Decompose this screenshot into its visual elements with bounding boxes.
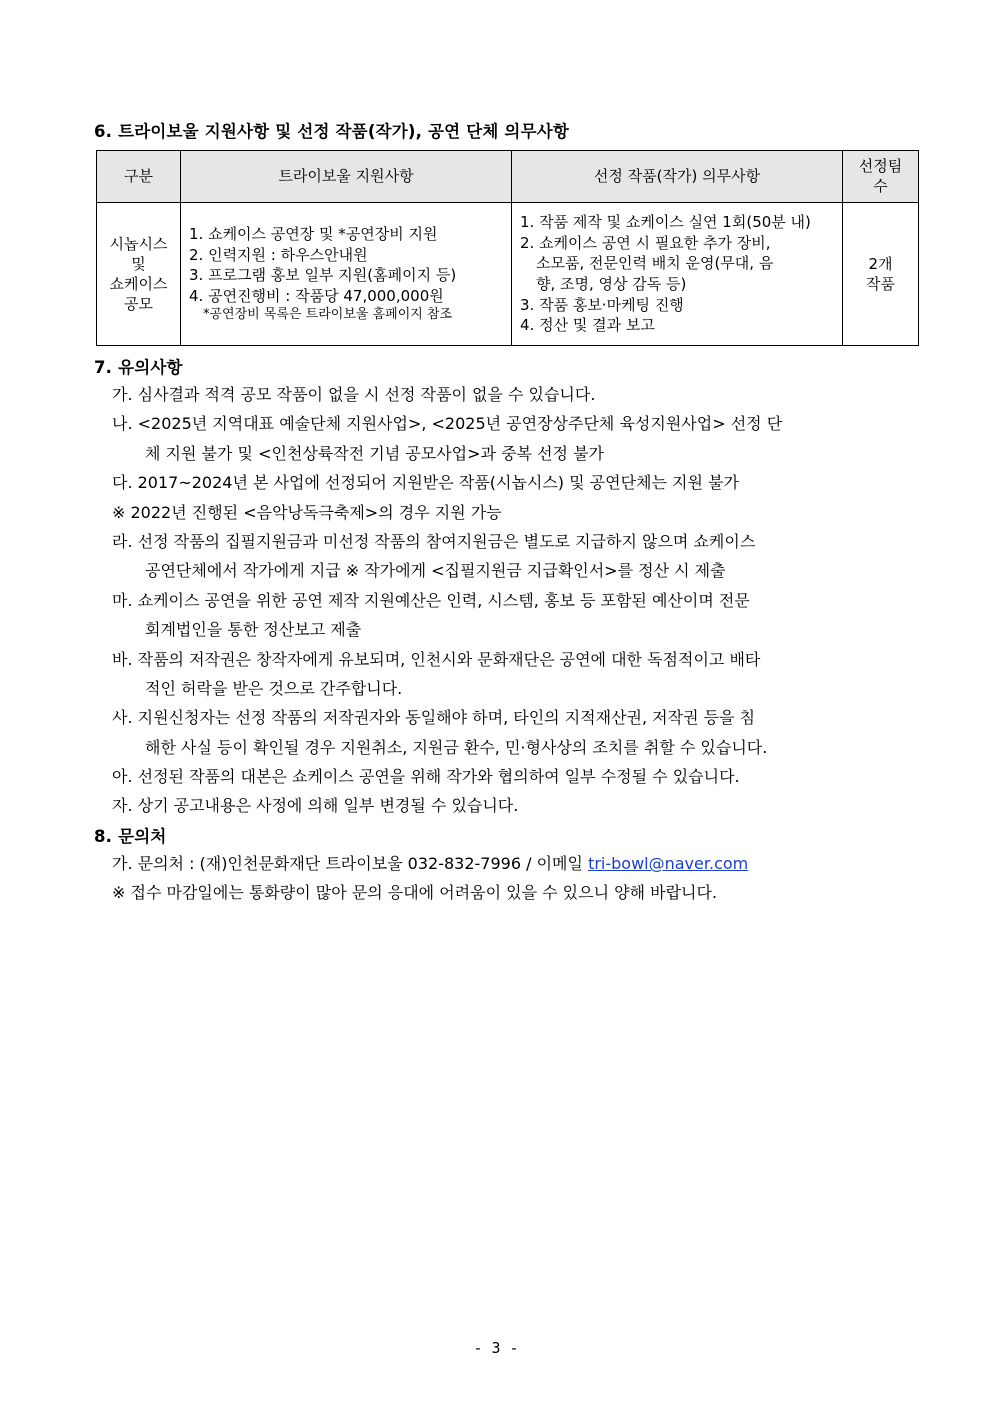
notice-item: 다. 2017~2024년 본 사업에 선정되어 지원받은 작품(시놉시스) 및 공연단체는 지원 불가	[112, 473, 739, 493]
notice-item-continued: 해한 사실 등이 확인될 경우 지원취소, 지원금 환수, 민·형사상의 조치를 취할 수 있습니다.	[145, 737, 768, 757]
page-number: - 3 -	[473, 1339, 519, 1357]
table-header-row	[97, 151, 919, 203]
notice-item: 라. 선정 작품의 집필지원금과 미선정 작품의 참여지원금은 별도로 지급하지 않으며 쇼케이스	[112, 531, 756, 551]
section-6-title: 6. 트라이보울 지원사항 및 선정 작품(작가), 공연 단체 의무사항	[94, 122, 569, 141]
support-item: 3. 프로그램 홍보 일부 지원(홈페이지 등)	[189, 266, 457, 285]
duty-item-continued: 소모품, 전문인력 배치 운영(무대, 음	[536, 254, 774, 273]
support-table	[96, 150, 919, 346]
header-category: 구분	[97, 151, 181, 203]
notice-item: 나. <2025년 지역대표 예술단체 지원사업>, <2025년 공연장상주단체 육성지원사업> 선정 단	[112, 414, 783, 434]
notice-remark: ※ 2022년 진행된 <음악낭독극축제>의 경우 지원 가능	[112, 502, 502, 522]
support-item: 1. 쇼케이스 공연장 및 *공연장비 지원	[189, 225, 438, 243]
notice-item: 아. 선정된 작품의 대본은 쇼케이스 공연을 위해 작가와 협의하여 일부 수정될 수 있습니다.	[112, 767, 740, 787]
header-support: 트라이보울 지원사항	[181, 151, 512, 203]
email-link[interactable]: tri-bowl@naver.com	[588, 854, 749, 873]
section-8-title: 8. 문의처	[94, 827, 167, 846]
contact-text: 가. 문의처 : (재)인천문화재단 트라이보울 032-832-7996 / 이메일	[112, 854, 589, 873]
notice-item: 마. 쇼케이스 공연을 위한 공연 제작 지원예산은 인력, 시스템, 홍보 등 포함된 예산이며 전문	[112, 590, 750, 610]
support-item: 4. 공연진행비 : 작품당 47,000,000원	[189, 286, 444, 305]
header-duties: 선정 작품(작가) 의무사항	[512, 151, 843, 203]
duty-items-cell	[512, 203, 843, 346]
duty-item: 4. 정산 및 결과 보고	[520, 316, 655, 335]
notice-item: 사. 지원신청자는 선정 작품의 저작권자와 동일해야 하며, 타인의 지적재산권, 저작권 등을 침	[112, 708, 756, 728]
row-category: 시놉시스 및 쇼케이스 공모	[97, 203, 181, 346]
notice-item: 바. 작품의 저작권은 창작자에게 유보되며, 인천시와 문화재단은 공연에 대한 독점적이고 배타	[112, 649, 761, 669]
table-row	[97, 203, 919, 346]
notice-item: 가. 심사결과 적격 공모 작품이 없을 시 선정 작품이 없을 수 있습니다.	[112, 385, 596, 404]
support-items-cell	[181, 203, 512, 346]
notice-item-continued: 체 지원 불가 및 <인천상륙작전 기념 공모사업>과 중복 선정 불가	[145, 443, 604, 463]
contact-block	[112, 849, 902, 908]
contact-notice: ※ 접수 마감일에는 통화량이 많아 문의 응대에 어려움이 있을 수 있으니 양해 바랍니다.	[112, 883, 718, 903]
notice-list	[112, 380, 902, 821]
notice-item: 자. 상기 공고내용은 사정에 의해 일부 변경될 수 있습니다.	[112, 796, 519, 816]
duty-item: 1. 작품 제작 및 쇼케이스 실연 1회(50분 내)	[520, 213, 811, 232]
support-item: 2. 인력지원 : 하우스안내원	[189, 245, 368, 264]
duty-item: 2. 쇼케이스 공연 시 필요한 추가 장비,	[520, 233, 771, 252]
header-team-count: 선정팀 수	[843, 151, 919, 203]
duty-item: 3. 작품 홍보·마케팅 진행	[520, 295, 684, 314]
section-7-title: 7. 유의사항	[94, 358, 183, 377]
notice-item-continued: 적인 허락을 받은 것으로 간주합니다.	[145, 678, 403, 698]
duty-item-continued: 향, 조명, 영상 감독 등)	[536, 275, 687, 293]
notice-item-continued: 공연단체에서 작가에게 지급 ※ 작가에게 <집필지원금 지급확인서>를 정산 시 제출	[145, 561, 726, 581]
notice-item-continued: 회계법인을 통한 정산보고 제출	[145, 620, 362, 640]
support-note: *공연장비 목록은 트라이보울 홈페이지 참조	[203, 307, 453, 323]
row-team-count: 2개 작품	[843, 203, 919, 346]
contact-line	[112, 849, 902, 878]
